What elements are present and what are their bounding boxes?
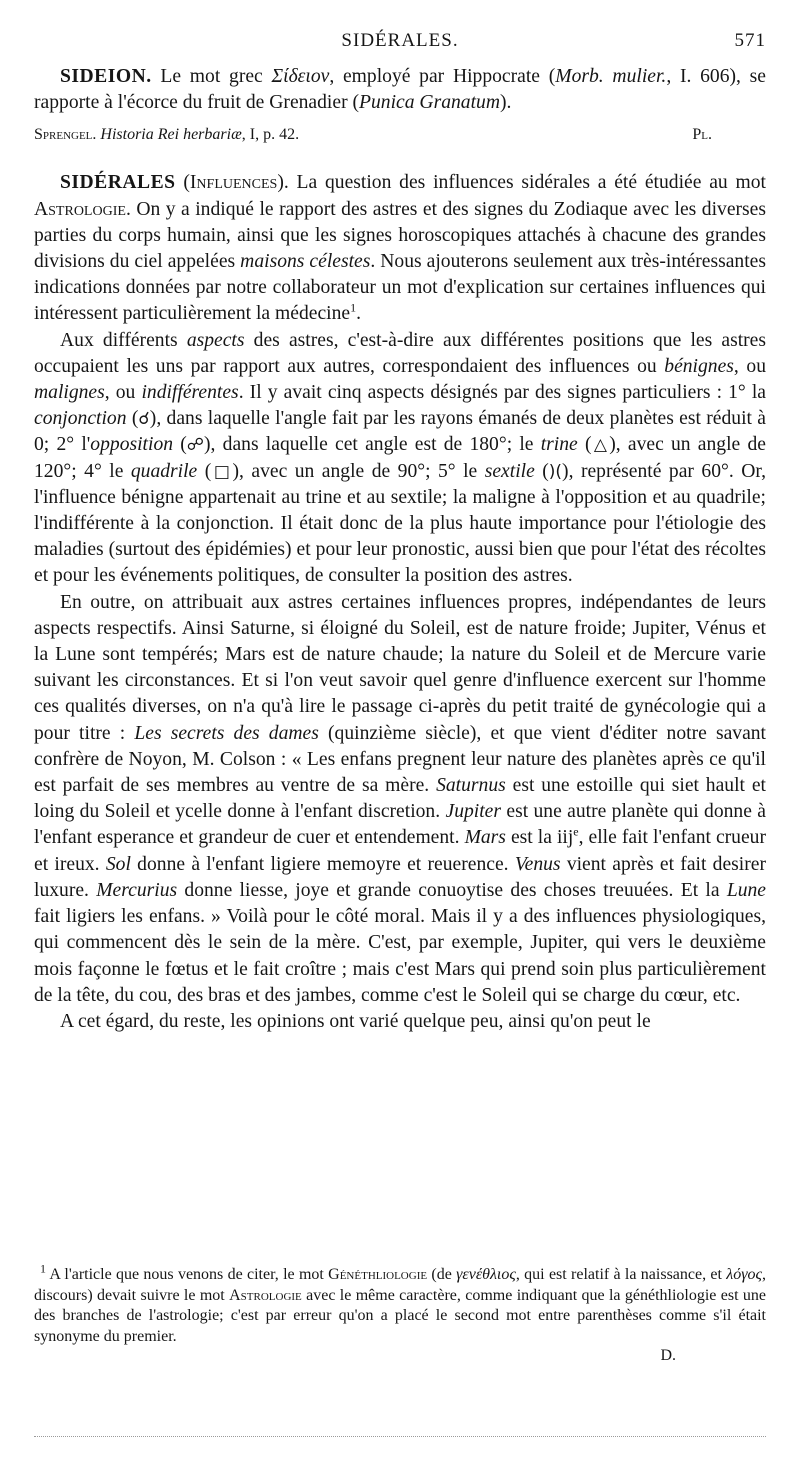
entry-text: , employé par Hippocrate (	[329, 66, 556, 87]
superscript: 1	[40, 1261, 46, 1276]
text-run: , discours) devait suivre le mot	[34, 1266, 766, 1304]
greek-word: Σίδειον	[271, 66, 330, 87]
italic-run: Saturnus	[436, 775, 506, 797]
italic-run: indifférentes	[141, 382, 239, 404]
bottom-rule	[34, 1436, 766, 1437]
text-run: donne à l'enfant ligiere memoyre et reuerence.	[130, 853, 515, 875]
author-signature: Pl.	[692, 126, 712, 144]
text-run: des astres, c'est-à-dire aux différentes positions que les astres occupaient les uns par rapport aux autres, correspondaient des influences ou	[34, 329, 767, 377]
headword-sideion: SIDEION.	[60, 66, 152, 87]
latin-name: Punica Granatum	[359, 92, 500, 114]
superscript: e	[573, 824, 579, 839]
entry-siderales-p4	[34, 1009, 766, 1035]
text-run: (	[534, 460, 549, 482]
smallcaps-run: Astrologie	[229, 1286, 302, 1304]
entry-text: Le mot grec	[151, 66, 272, 87]
italic-run: opposition	[90, 434, 174, 456]
ref-author: Sprengel.	[34, 126, 97, 144]
running-title: SIDÉRALES.	[341, 30, 459, 51]
italic-run: bénignes	[664, 355, 734, 377]
text-run: , elle fait l'enfant crueur et ireux.	[34, 827, 766, 875]
text-run: , ou	[733, 355, 767, 377]
entry-text: (	[175, 172, 190, 194]
text-run: (	[126, 408, 139, 430]
astro-symbol: ☍	[186, 435, 205, 456]
entry-sideion	[34, 64, 766, 116]
text-run: (de	[427, 1266, 457, 1283]
entry-text: ).	[500, 92, 512, 114]
italic-run: trine	[540, 434, 578, 456]
work-title: Morb. mulier.	[555, 66, 667, 87]
subheading: Influences	[189, 172, 278, 194]
text-run: Aux différents	[60, 329, 187, 351]
bibliography-reference	[34, 126, 766, 150]
text-run: est une autre planète qui donne à l'enfant esperance et grandeur de cuer et entendement.	[34, 801, 766, 849]
italic-run: Mars	[464, 827, 506, 849]
text-run: (	[197, 460, 212, 482]
astro-symbol: □	[211, 461, 233, 482]
smallcaps-run: Astrologie	[34, 198, 126, 220]
text-run: , qui est relatif à la naissance, et	[515, 1266, 727, 1283]
footnote-signature: D.	[660, 1347, 676, 1364]
text-run: avec le même caractère, comme indiquant que la généthliologie est une des branches de l'astrologie; c'est par erreur qu'on a placé le second mot entre parenthèses comme s'il était synonyme du premier.	[34, 1286, 766, 1345]
footnotes	[34, 1261, 766, 1365]
italic-run: γενέθλιος	[456, 1266, 516, 1283]
entry-siderales-p2	[34, 328, 766, 590]
italic-run: Mercurius	[96, 879, 178, 901]
ref-page: , I, p. 42.	[241, 126, 300, 144]
italic-run: λόγος	[726, 1266, 762, 1283]
text-run: ), avec un angle de 120°; 4° le	[34, 434, 766, 482]
italic-run: aspects	[186, 329, 245, 351]
text-run: (	[577, 434, 592, 456]
text-run: est la iij	[505, 827, 574, 849]
text-run: ), représenté par 60°. Or, l'influence bénigne appartenait au trine et au sextile; la maligne à l'opposition et au quadrile; l'indifférente à la conjonction. Il était donc de la plus haute importance pour l'étiologie des maladies (surtout des épidémies) et pour leur pronostic, aussi bien que pour l'état des récoltes et pour les événements politiques, de consulter la position des astres.	[34, 460, 766, 587]
italic-run: Les secrets des dames	[134, 722, 319, 744]
italic-run: Jupiter	[445, 801, 501, 823]
italic-run: Sol	[105, 853, 131, 875]
text-run: fait ligiers les enfans. » Voilà pour le côté moral. Mais il y a des influences physiologiques, qui commencent dès le sein de la mère. C'est, par exemple, Jupiter, qui vers le deuxième mois façonne le fœtus et le fait croître ; mais c'est Mars qui prend soin plus particulièrement de la tête, du cou, des bras et des jambes, comme c'est le Soleil qui se charge du cœur, etc.	[34, 906, 766, 1006]
astro-symbol: ☌	[138, 409, 150, 430]
text-run: est une estoille qui siet hault et loing du Soleil et ycelle donne à l'enfant discretion.	[34, 775, 766, 823]
italic-run: maisons célestes	[240, 251, 371, 273]
entry-text: , I. 606), se rapporte à l'écorce du fruit de Grenadier (	[34, 66, 766, 114]
smallcaps-run: Généthliologie	[328, 1266, 428, 1283]
text-run: . Il y avait cinq aspects désignés par des signes particuliers : 1° la	[238, 382, 767, 404]
italic-run: Lune	[726, 879, 766, 901]
astro-symbol: )(	[548, 461, 563, 482]
text-run: vient après et fait desirer luxure.	[34, 853, 766, 901]
ref-work: Historia Rei herbariæ	[100, 126, 242, 144]
italic-run: conjonction	[34, 408, 127, 430]
text-run: ). La question des influences sidérales a été étudiée au mot	[277, 172, 766, 194]
text-run: (	[173, 434, 187, 456]
text-run: . On y a indiqué le rapport des astres et des signes du Zodiaque avec les diverses parties du corps humain, ainsi que les signes horoscopiques attachés à chacune des grandes divisions du ciel appelées	[34, 198, 766, 273]
footnote-1	[34, 1261, 766, 1347]
entry-siderales-p1	[34, 170, 766, 327]
italic-run: malignes	[34, 382, 105, 404]
headword-siderales: SIDÉRALES	[60, 172, 176, 194]
text-run: donne liesse, joye et grande conuoytise des choses treuuées. Et la	[177, 879, 727, 901]
paragraph-runs	[34, 172, 766, 324]
text-run: .	[356, 303, 361, 325]
entry-siderales-p3	[34, 590, 766, 1009]
superscript: 1	[350, 300, 357, 315]
astro-symbol: △	[591, 435, 610, 456]
text-run: En outre, on attribuait aux astres certaines influences propres, indépendantes de leurs aspects respectifs. Ainsi Saturne, si éloigné du Soleil, est de nature froide; Jupiter, Vénus et la Lune sont tempérés; Mars est de nature chaude; la nature du Soleil et de Mercure varie suivant les circonstances. Et si l'on veut savoir quel genre d'influence exercent sur l'homme ces qualités diverses, on n'a qu'à lire le passage ci-après du petit traité de gynécologie qui a pour titre :	[34, 591, 766, 744]
text-run: . Nous ajouterons seulement aux très-intéressantes indications données par notre collaborateur un mot d'explication sur certaines influences qui intéressent particulièrement la médecine	[34, 251, 766, 325]
text-run: , ou	[104, 382, 142, 404]
text-run: A cet égard, du reste, les opinions ont varié quelque peu, ainsi qu'on peut le	[60, 1010, 651, 1032]
text-run: ), dans laquelle cet angle est de 180°; le	[204, 434, 541, 456]
italic-run: quadrile	[130, 460, 198, 482]
italic-run: sextile	[484, 460, 535, 482]
text-run: A l'article que nous venons de citer, le mot	[46, 1266, 329, 1283]
running-head	[34, 30, 766, 56]
italic-run: Venus	[514, 853, 561, 875]
text-run: (quinzième siècle), et que vient d'éditer notre savant confrère de Noyon, M. Colson : « Les enfans pregnent leur nature des planètes après ce qu'il est parfait de ses membres au ventre de sa mère.	[34, 722, 767, 797]
page-number: 571	[734, 30, 766, 51]
page	[34, 30, 766, 1035]
text-run: ), avec un angle de 90°; 5° le	[232, 460, 485, 482]
text-run: ), dans laquelle l'angle fait par les rayons émanés de deux planètes est réduit à 0; 2° l'	[34, 408, 766, 456]
